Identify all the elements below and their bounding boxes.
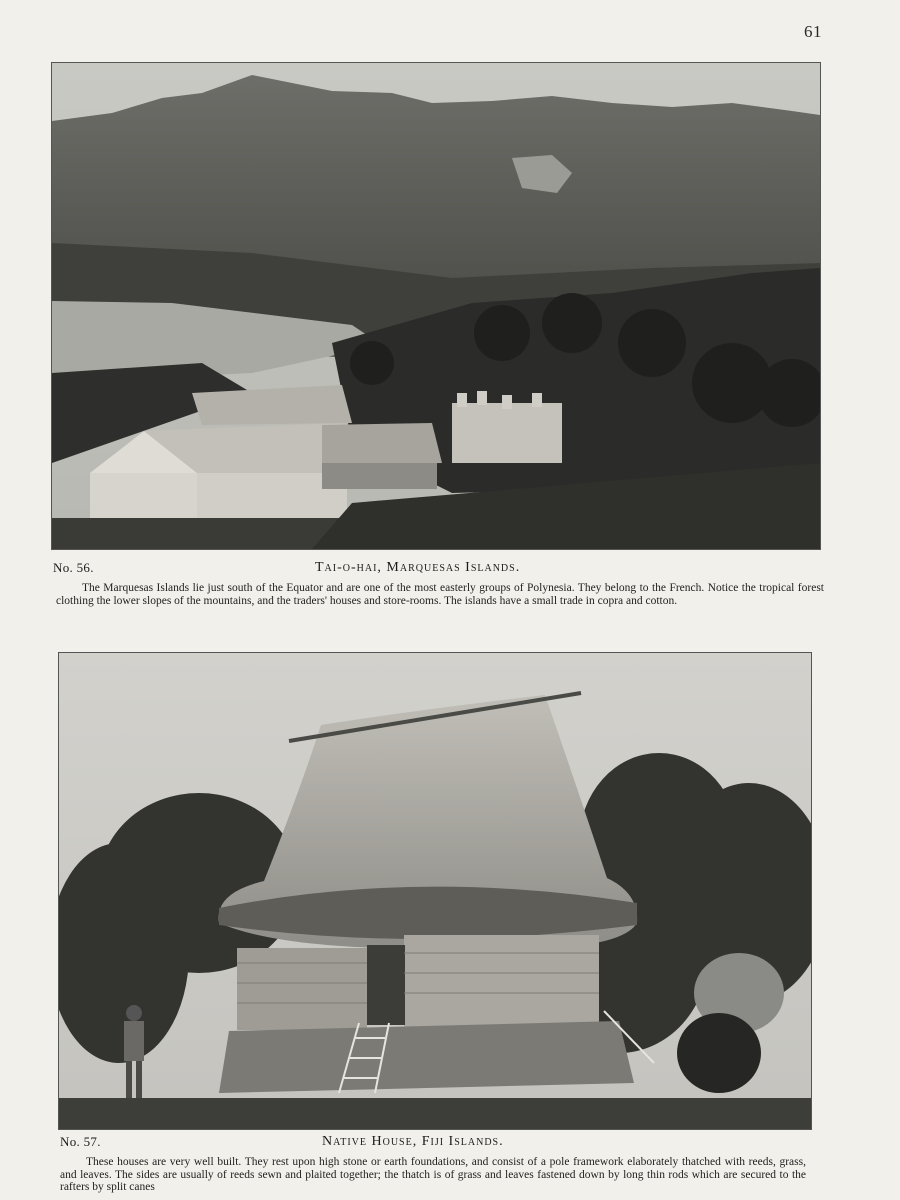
plate-title: Native House, Fiji Islands. — [322, 1134, 504, 1149]
plate-title: Tai-o-hai, Marquesas Islands. — [315, 560, 521, 575]
page-number: 61 — [804, 22, 822, 41]
plate-description: These houses are very well built. They rest upon high stone or earth foundations, and consist of a pole framework elaborately thatched with reeds, grass, and leaves. The sides are usually of reeds sewn and plaited together; the thatch is of grass and leaves fastened down by long thin rods which are secured to the rafters by split canes — [60, 1156, 806, 1193]
caption-plate-56 — [53, 560, 823, 576]
plate-description: The Marquesas Islands lie just south of the Equator and are one of the most easterly groups of Polynesia. They belong to the French. Notice the tropical forest clothing the lower slopes of the mountains, and the traders' houses and store-rooms. The islands have a small trade in copra and cotton. — [56, 582, 824, 607]
plate-number: No. 56. — [53, 560, 94, 575]
photo-native-house-fiji — [58, 652, 812, 1130]
plate-number: No. 57. — [60, 1134, 101, 1149]
caption-plate-57 — [60, 1134, 820, 1150]
photo-tai-o-hai — [51, 62, 821, 550]
